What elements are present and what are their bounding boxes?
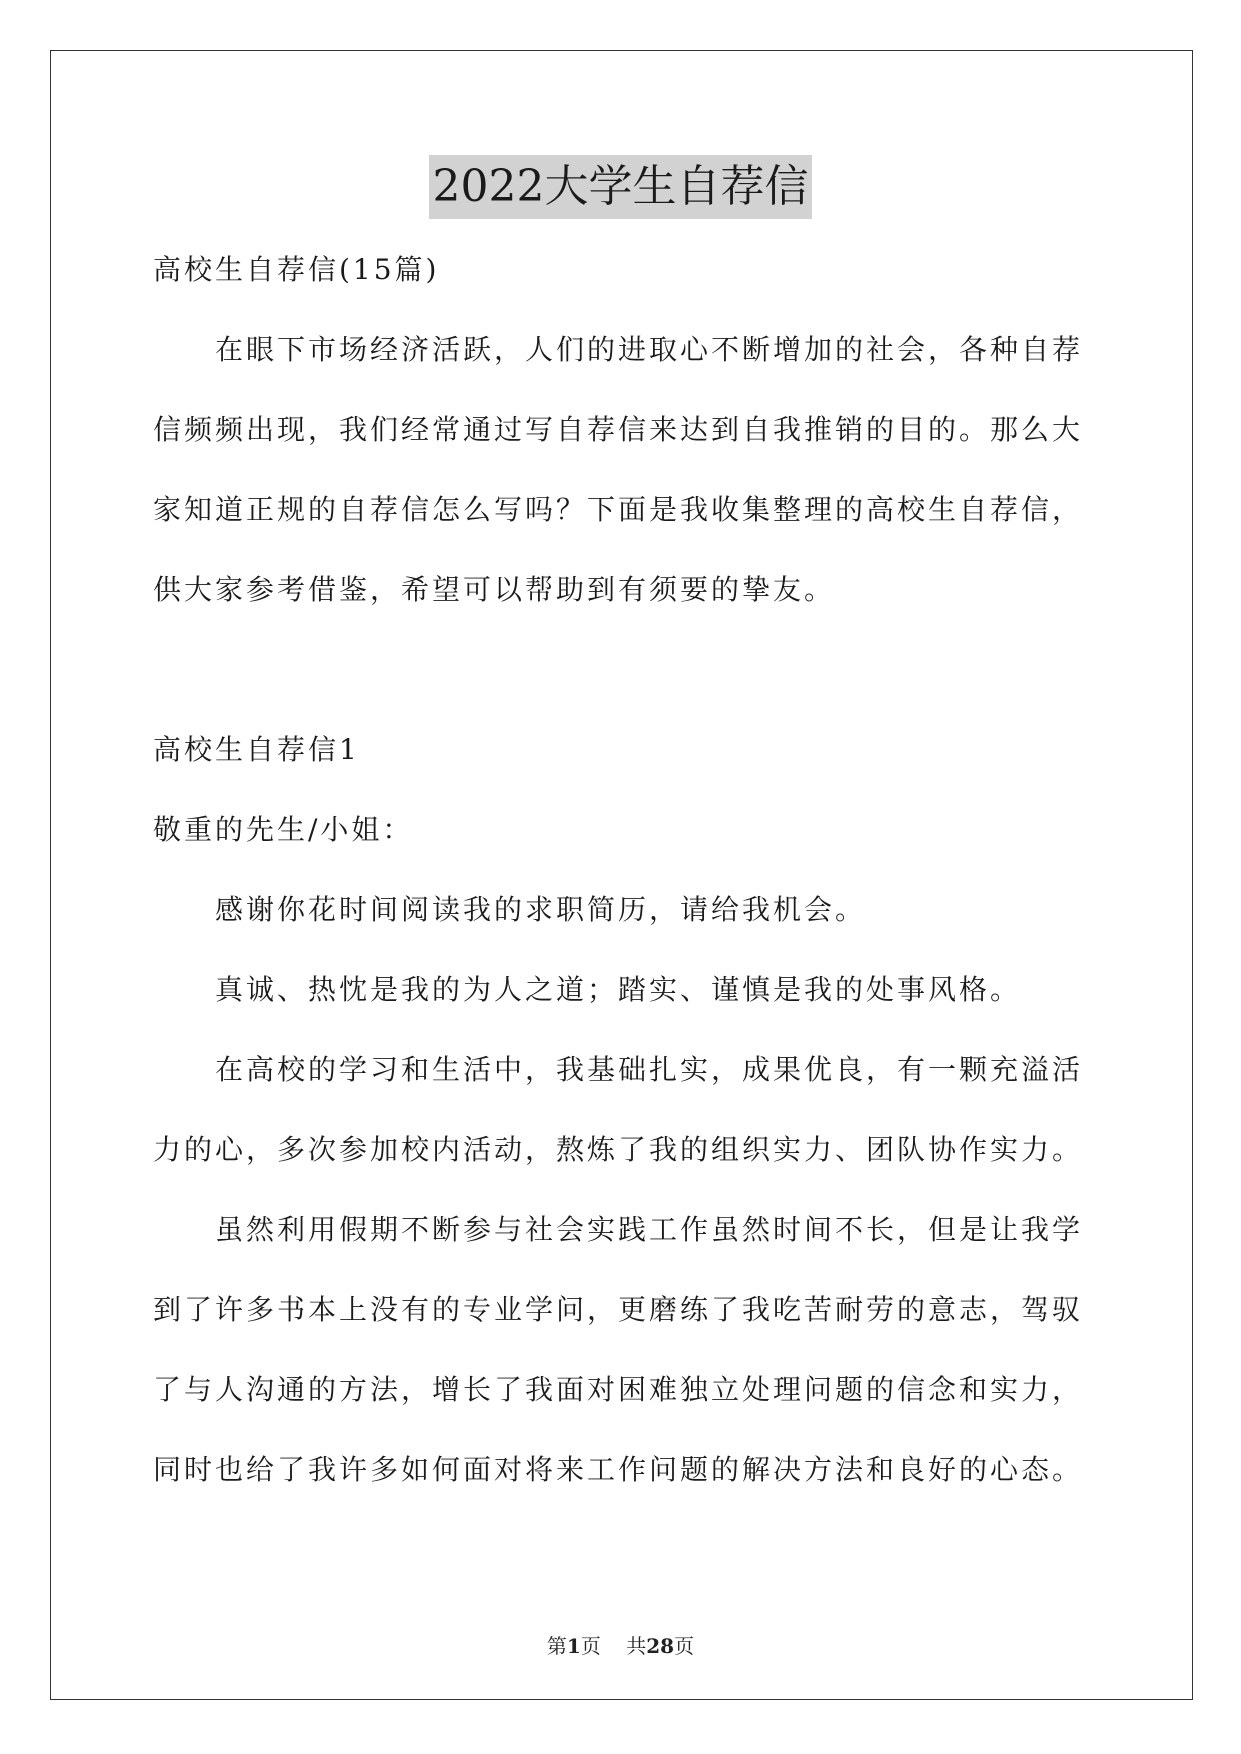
title-container (0, 155, 1241, 219)
paragraph-line: 到了许多书本上没有的专业学问，更磨练了我吃苦耐劳的意志，驾驭 (153, 1293, 1084, 1326)
page-prefix: 第 (546, 1634, 567, 1658)
page-number: 1 (566, 1634, 581, 1658)
document-subtitle: 高校生自荐信(15篇) (153, 253, 440, 286)
intro-line: 供大家参考借鉴，希望可以帮助到有须要的挚友。 (153, 573, 836, 606)
page-suffix: 页 (580, 1634, 601, 1658)
section-title: 高校生自荐信1 (153, 733, 360, 766)
paragraph-line: 力的心，多次参加校内活动，熬炼了我的组织实力、团队协作实力。 (153, 1133, 1084, 1166)
intro-line: 家知道正规的自荐信怎么写吗？下面是我收集整理的高校生自荐信， (153, 493, 1084, 526)
intro-line: 在眼下市场经济活跃，人们的进取心不断增加的社会，各种自荐 (215, 333, 1084, 366)
intro-line: 信频频出现，我们经常通过写自荐信来达到自我推销的目的。那么大 (153, 413, 1084, 446)
paragraph-gap (153, 630, 1093, 710)
paragraph-line: 感谢你花时间阅读我的求职简历，请给我机会。 (215, 893, 867, 926)
total-pages: 28 (646, 1634, 675, 1658)
document-body (153, 230, 1093, 1510)
paragraph-line: 了与人沟通的方法，增长了我面对困难独立处理问题的信念和实力， (153, 1373, 1084, 1406)
total-prefix: 共 (626, 1634, 647, 1658)
total-suffix: 页 (674, 1634, 695, 1658)
paragraph-line: 虽然利用假期不断参与社会实践工作虽然时间不长，但是让我学 (215, 1213, 1084, 1246)
paragraph-line: 在高校的学习和生活中，我基础扎实，成果优良，有一颗充溢活 (215, 1053, 1084, 1086)
salutation: 敬重的先生/小姐： (153, 813, 414, 846)
paragraph-line: 同时也给了我许多如何面对将来工作问题的解决方法和良好的心态。 (153, 1453, 1084, 1486)
page-footer (0, 1630, 1241, 1659)
document-title: 2022大学生自荐信 (429, 155, 813, 219)
paragraph-line: 真诚、热忱是我的为人之道；踏实、谨慎是我的处事风格。 (215, 973, 1022, 1006)
